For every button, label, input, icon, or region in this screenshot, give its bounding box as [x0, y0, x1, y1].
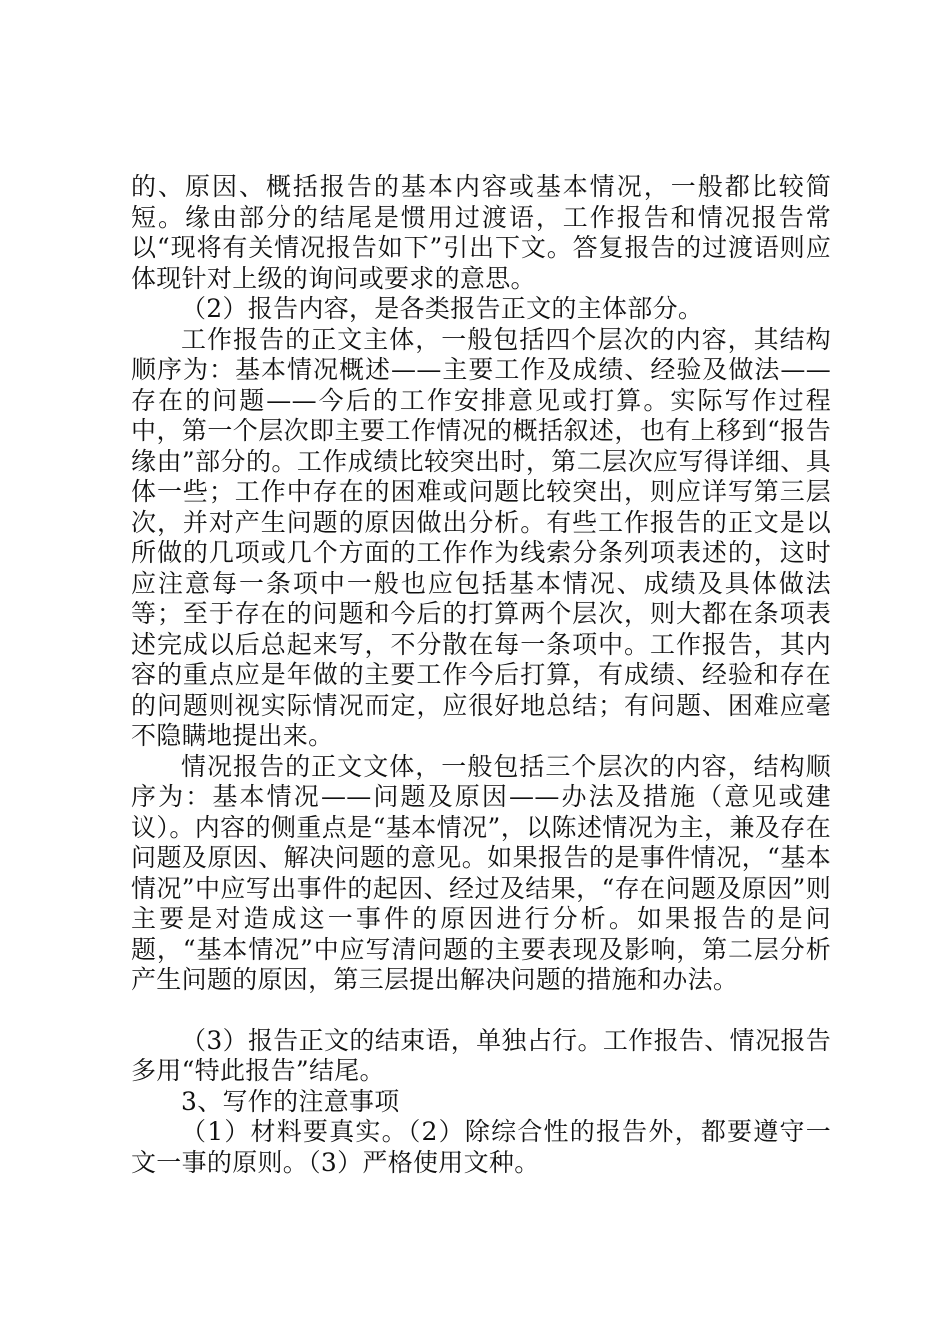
paragraph-closing-phrase: （3）报告正文的结束语，单独占行。工作报告、情况报告多用“特此报告”结尾。 [131, 1025, 831, 1085]
document-body [131, 172, 831, 1178]
paragraph-work-report: 工作报告的正文主体，一般包括四个层次的内容，其结构顺序为：基本情况概述——主要工作及成绩、经验及做法——存在的问题——今后的工作安排意见或打算。实际写作过程中，第一个层次即主要工作情况的概括叙述，也有上移到“报告缘由”部分的。工作成绩比较突出时，第二层次应写得详细、具体一些；工作中存在的困难或问题比较突出，则应详写第三层次，并对产生问题的原因做出分析。有些工作报告的正文是以所做的几项或几个方面的工作作为线索分条列项表述的，这时应注意每一条项中一般也应包括基本情况、成绩及具体做法等；至于存在的问题和今后的打算两个层次，则大都在条项表述完成以后总起来写，不分散在每一条项中。工作报告，其内容的重点应是年做的主要工作今后打算，有成绩、经验和存在的问题则视实际情况而定，应很好地总结；有问题、困难应毫不隐瞒地提出来。 [131, 324, 831, 750]
paragraph-continuation: 的、原因、概括报告的基本内容或基本情况，一般都比较简短。缘由部分的结尾是惯用过渡语，工作报告和情况报告常以“现将有关情况报告如下”引出下文。答复报告的过渡语则应体现针对上级的询问或要求的意思。 [131, 172, 831, 293]
paragraph-situation-report: 情况报告的正文文体，一般包括三个层次的内容，结构顺序为：基本情况——问题及原因——办法及措施（意见或建议）。内容的侧重点是“基本情况”，以陈述情况为主，兼及存在问题及原因、解决问题的意见。如果报告的是事件情况，“基本情况”中应写出事件的起因、经过及结果，“存在问题及原因”则主要是对造成这一事件的原因进行分析。如果报告的是问题，“基本情况”中应写清问题的主要表现及影响，第二层分析产生问题的原因，第三层提出解决问题的措施和办法。 [131, 751, 831, 994]
section-heading-notes: 3、写作的注意事项 [181, 1086, 400, 1116]
paragraph-notes: （1）材料要真实。（2）除综合性的报告外，都要遵守一文一事的原则。（3）严格使用文种。 [131, 1117, 831, 1177]
paragraph-gap [131, 996, 831, 1026]
paragraph-report-content: （2）报告内容，是各类报告正文的主体部分。 [181, 294, 704, 323]
